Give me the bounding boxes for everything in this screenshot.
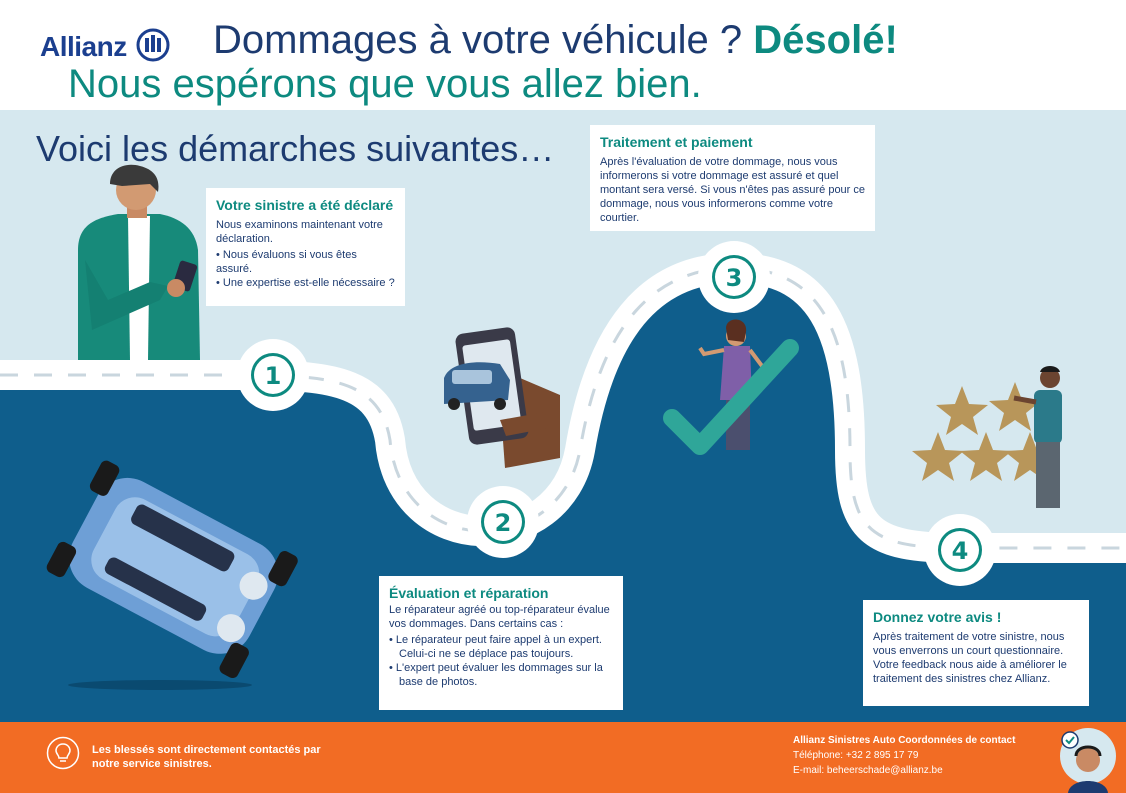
step-4-text: Après traitement de votre sinistre, nous vous enverrons un court questionnaire. Votre feedback nous aide à améliorer le traitement des sinistres chez Allianz. xyxy=(873,631,1067,685)
step-2-number: 2 xyxy=(494,509,512,537)
step-4-marker xyxy=(924,514,996,586)
intro-heading: Voici les démarches suivantes… xyxy=(36,128,555,169)
page-title-main: Dommages à votre véhicule ? xyxy=(213,18,743,62)
step-1-box xyxy=(206,188,405,306)
contact-title: Allianz Sinistres Auto Coordonnées de contact xyxy=(793,735,1016,746)
footer-contact xyxy=(793,733,1015,778)
allianz-eagle-icon xyxy=(136,28,170,62)
brand-logo[interactable] xyxy=(40,28,170,63)
step-1-text: Nous examinons maintenant votre déclaration. xyxy=(216,219,383,245)
lightbulb-icon xyxy=(46,736,80,770)
step-1-title: Votre sinistre a été déclaré xyxy=(216,197,394,213)
page-subtitle: Nous espérons que vous allez bien. xyxy=(68,62,702,106)
page-title-accent: Désolé! xyxy=(753,18,898,62)
headset-agent-icon xyxy=(1050,722,1120,793)
step-1-marker xyxy=(237,339,309,411)
list-item: • Le réparateur peut faire appel à un expert. Celui-ci ne se déplace pas toujours. xyxy=(389,634,602,660)
step-3-marker xyxy=(698,241,770,313)
list-item: • Nous évaluons si vous êtes assuré. xyxy=(216,249,357,275)
list-item: • Une expertise est-elle nécessaire ? xyxy=(216,277,395,289)
header xyxy=(0,0,1126,110)
step-1-list xyxy=(216,248,395,290)
step-2-marker xyxy=(467,486,539,558)
step-2-box xyxy=(379,576,623,710)
contact-email[interactable]: E-mail: beheerschade@allianz.be xyxy=(793,765,943,776)
contact-phone[interactable]: Téléphone: +32 2 895 17 79 xyxy=(793,750,919,761)
step-4-box xyxy=(863,600,1089,706)
footer-bar xyxy=(0,722,1126,793)
step-2-text: Le réparateur agréé ou top-réparateur évalue vos dommages. Dans certains cas : xyxy=(389,604,610,630)
step-4-number: 4 xyxy=(951,537,969,565)
car-shadow xyxy=(68,680,252,690)
step-3-text: Après l'évaluation de votre dommage, nous vous informerons si votre dommage est assuré et quel montant sera versé. Si vous n'êtes pas assuré pour ce dommage, nous vous informerons comme votre courtier. xyxy=(600,156,866,224)
list-item: • L'expert peut évaluer les dommages sur la base de photos. xyxy=(389,662,603,688)
step-2-list xyxy=(389,633,613,689)
step-3-number: 3 xyxy=(725,264,743,292)
step-4-title: Donnez votre avis ! xyxy=(873,609,1002,625)
step-3-title: Traitement et paiement xyxy=(600,134,753,150)
step-1-number: 1 xyxy=(264,362,282,390)
step-2-title: Évaluation et réparation xyxy=(389,585,549,601)
step-3-box xyxy=(590,125,875,231)
footer-injury-note: Les blessés sont directement contactés par notre service sinistres. xyxy=(92,744,321,770)
brand-name: Allianz xyxy=(40,31,127,62)
page-title xyxy=(213,18,898,63)
